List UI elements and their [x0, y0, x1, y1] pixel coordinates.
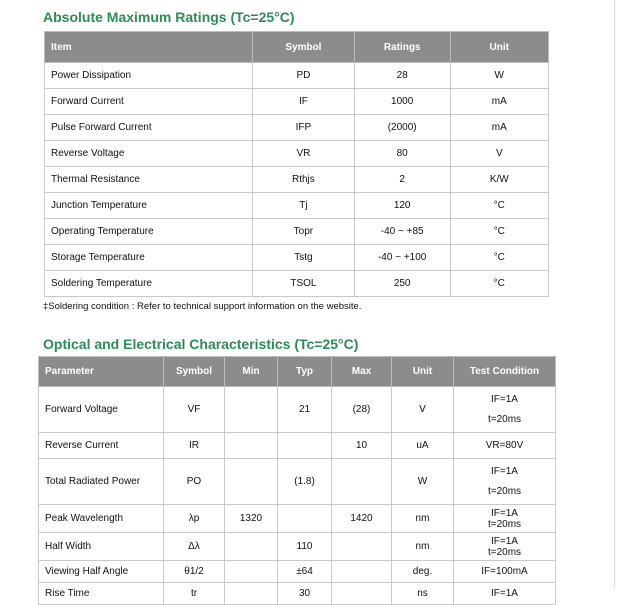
max-cell: [332, 533, 392, 561]
max-cell: [332, 459, 392, 505]
col-header-ratings: Ratings: [354, 32, 450, 63]
rating-cell: -40 ~ +85: [354, 219, 450, 245]
min-cell: [225, 533, 278, 561]
condition-cell: [454, 459, 556, 505]
unit-cell: °C: [450, 193, 548, 219]
table-row: [39, 505, 556, 533]
item-cell: Soldering Temperature: [45, 271, 253, 297]
condition-line-1: IF=1A: [491, 465, 518, 477]
param-cell: Rise Time: [39, 583, 164, 605]
abs-max-table: [44, 31, 549, 297]
typ-cell: [278, 505, 332, 533]
unit-cell: deg.: [392, 561, 454, 583]
symbol-cell: IFP: [253, 115, 355, 141]
min-cell: [225, 387, 278, 433]
symbol-cell: Tj: [253, 193, 355, 219]
item-cell: Thermal Resistance: [45, 167, 253, 193]
rating-cell: (2000): [354, 115, 450, 141]
item-cell: Reverse Voltage: [45, 141, 253, 167]
symbol-cell: IR: [164, 433, 225, 459]
unit-cell: W: [450, 63, 548, 89]
symbol-cell: Δλ: [164, 533, 225, 561]
condition-line-1: IF=1A: [491, 507, 518, 519]
table-row: [45, 141, 549, 167]
condition-line-2: t=20ms: [487, 485, 522, 497]
table-row: [39, 459, 556, 505]
symbol-cell: Rthjs: [253, 167, 355, 193]
typ-cell: (1.8): [278, 459, 332, 505]
col-header-unit: Unit: [392, 357, 454, 387]
condition-cell: [454, 387, 556, 433]
symbol-cell: TSOL: [253, 271, 355, 297]
param-cell: Half Width: [39, 533, 164, 561]
max-cell: (28): [332, 387, 392, 433]
col-header-parameter: Parameter: [39, 357, 164, 387]
unit-cell: V: [392, 387, 454, 433]
symbol-cell: PD: [253, 63, 355, 89]
typ-cell: ±64: [278, 561, 332, 583]
unit-cell: mA: [450, 89, 548, 115]
col-header-test-condition: Test Condition: [454, 357, 556, 387]
condition-cell: [454, 505, 556, 533]
rating-cell: 2: [354, 167, 450, 193]
unit-cell: nm: [392, 505, 454, 533]
unit-cell: K/W: [450, 167, 548, 193]
symbol-cell: θ1/2: [164, 561, 225, 583]
unit-cell: °C: [450, 271, 548, 297]
min-cell: [225, 583, 278, 605]
optical-title: Optical and Electrical Characteristics (Tc=25°C): [43, 336, 359, 352]
max-cell: [332, 583, 392, 605]
symbol-cell: tr: [164, 583, 225, 605]
col-header-symbol: Symbol: [164, 357, 225, 387]
param-cell: Peak Wavelength: [39, 505, 164, 533]
symbol-cell: VF: [164, 387, 225, 433]
rating-cell: -40 ~ +100: [354, 245, 450, 271]
max-cell: 1420: [332, 505, 392, 533]
symbol-cell: PO: [164, 459, 225, 505]
table-row: [39, 387, 556, 433]
col-header-unit: Unit: [450, 32, 548, 63]
min-cell: [225, 433, 278, 459]
item-cell: Storage Temperature: [45, 245, 253, 271]
condition-line-2: t=20ms: [487, 413, 522, 425]
symbol-cell: VR: [253, 141, 355, 167]
table-row: [45, 89, 549, 115]
table-row: [45, 63, 549, 89]
optical-table: [38, 356, 556, 605]
table-row: [39, 433, 556, 459]
unit-cell: uA: [392, 433, 454, 459]
min-cell: [225, 561, 278, 583]
col-header-max: Max: [332, 357, 392, 387]
param-cell: Forward Voltage: [39, 387, 164, 433]
item-cell: Power Dissipation: [45, 63, 253, 89]
min-cell: 1320: [225, 505, 278, 533]
item-cell: Operating Temperature: [45, 219, 253, 245]
param-cell: Viewing Half Angle: [39, 561, 164, 583]
table-row: [45, 167, 549, 193]
unit-cell: °C: [450, 245, 548, 271]
unit-cell: V: [450, 141, 548, 167]
col-header-min: Min: [225, 357, 278, 387]
condition-line-1: IF=1A: [491, 393, 518, 405]
condition-line-2: t=20ms: [487, 518, 522, 530]
soldering-note: ‡Soldering condition : Refer to technical support information on the website.: [43, 301, 362, 312]
unit-cell: °C: [450, 219, 548, 245]
max-cell: [332, 561, 392, 583]
typ-cell: 30: [278, 583, 332, 605]
table-row: [45, 219, 549, 245]
item-cell: Forward Current: [45, 89, 253, 115]
min-cell: [225, 459, 278, 505]
table-row: [45, 271, 549, 297]
unit-cell: ns: [392, 583, 454, 605]
col-header-symbol: Symbol: [253, 32, 355, 63]
page-edge: [614, 0, 620, 588]
symbol-cell: λp: [164, 505, 225, 533]
unit-cell: nm: [392, 533, 454, 561]
table-row: [39, 561, 556, 583]
rating-cell: 80: [354, 141, 450, 167]
max-cell: 10: [332, 433, 392, 459]
table-row: [39, 583, 556, 605]
col-header-item: Item: [45, 32, 253, 63]
table-header-row: [39, 357, 556, 387]
condition-line-1: IF=1A: [491, 535, 518, 547]
typ-cell: [278, 433, 332, 459]
unit-cell: W: [392, 459, 454, 505]
symbol-cell: Topr: [253, 219, 355, 245]
unit-cell: mA: [450, 115, 548, 141]
param-cell: Reverse Current: [39, 433, 164, 459]
symbol-cell: Tstg: [253, 245, 355, 271]
rating-cell: 250: [354, 271, 450, 297]
table-row: [45, 115, 549, 141]
abs-max-title: Absolute Maximum Ratings (Tc=25°C): [43, 9, 295, 25]
rating-cell: 28: [354, 63, 450, 89]
symbol-cell: IF: [253, 89, 355, 115]
typ-cell: 110: [278, 533, 332, 561]
item-cell: Junction Temperature: [45, 193, 253, 219]
condition-cell: VR=80V: [454, 433, 556, 459]
col-header-typ: Typ: [278, 357, 332, 387]
condition-line-2: t=20ms: [487, 546, 522, 558]
condition-cell: IF=100mA: [454, 561, 556, 583]
typ-cell: 21: [278, 387, 332, 433]
rating-cell: 1000: [354, 89, 450, 115]
condition-cell: [454, 533, 556, 561]
condition-cell: IF=1A: [454, 583, 556, 605]
table-row: [39, 533, 556, 561]
item-cell: Pulse Forward Current: [45, 115, 253, 141]
table-row: [45, 245, 549, 271]
table-row: [45, 193, 549, 219]
param-cell: Total Radiated Power: [39, 459, 164, 505]
table-header-row: [45, 32, 549, 63]
rating-cell: 120: [354, 193, 450, 219]
